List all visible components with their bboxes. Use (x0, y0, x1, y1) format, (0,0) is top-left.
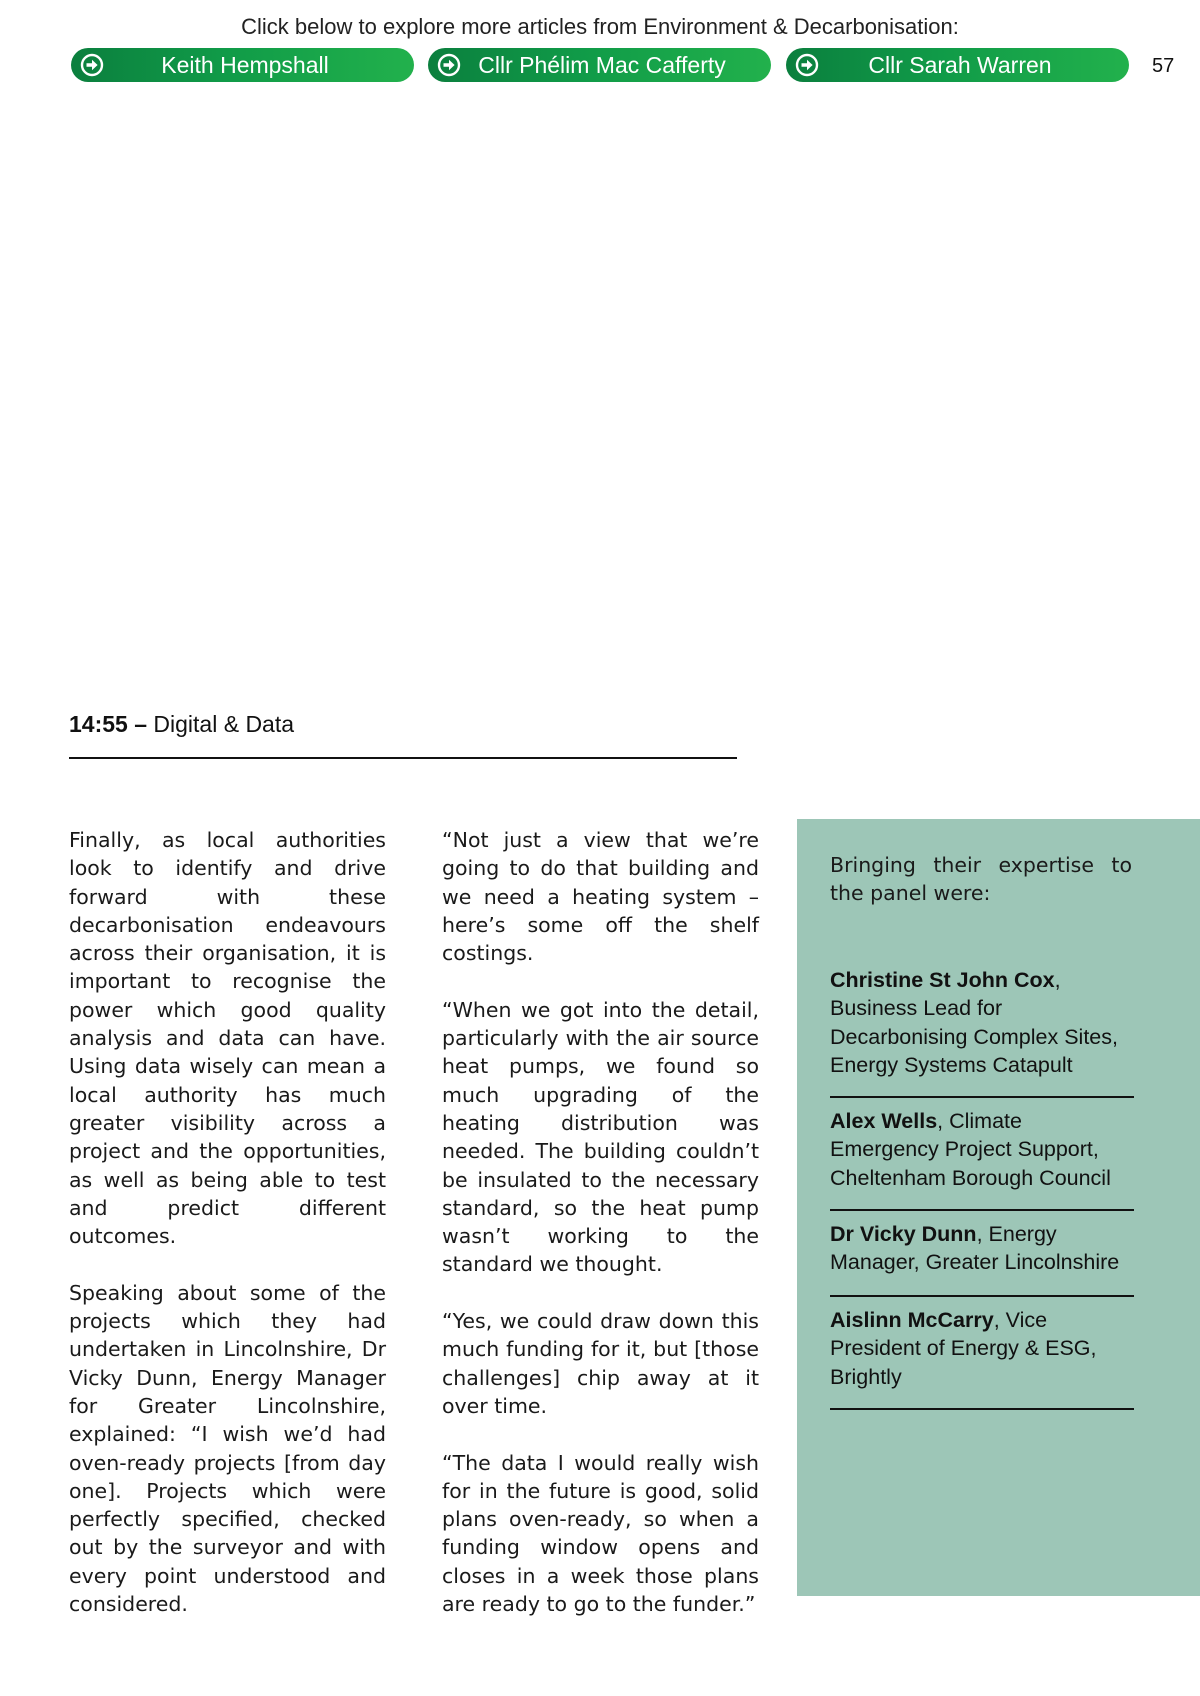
article-paragraph: “When we got into the detail, particularly with the air source heat pumps, we found so much upgrading of the heating distribution was needed. The building couldn’t be insulated to the necessary standard, so the heat pump wasn’t working to the standard we thought. (442, 997, 759, 1277)
divider (830, 1295, 1134, 1297)
nav-link-sarah-warren[interactable] (786, 48, 1129, 82)
panelist-name: Alex Wells (830, 1109, 938, 1133)
session-title: Digital & Data (153, 711, 295, 737)
page-number: 57 (1152, 55, 1175, 77)
nav-prompt: Click below to explore more articles from Environment & Decarbonisation: (241, 14, 959, 39)
article-paragraph: Finally, as local authorities look to identify and drive forward with these decarbonisation endeavours across their organisation, it is important to recognise the power which good quality analysis and data can have. Using data wisely can mean a local authority has much greater visibility across a project and the opportunities, as well as being able to test and predict different outcomes. (69, 828, 386, 1249)
divider (830, 1096, 1134, 1098)
panelist-role: , Vice President of Energy & ESG, Brightly (830, 1308, 1097, 1389)
panelist-role: , Business Lead for Decarbonising Complex Sites, Energy Systems Catapult (830, 968, 1118, 1077)
nav-link-label: Cllr Phélim Mac Cafferty (478, 51, 726, 78)
article-paragraph: “Not just a view that we’re going to do that building and we need a heating system – here’s some off the shelf costings. (442, 828, 759, 966)
arrow-right-circle-icon (437, 53, 461, 77)
session-time: 14:55 (69, 711, 128, 737)
session-heading (69, 711, 294, 738)
panelist-name: Christine St John Cox (830, 968, 1055, 992)
nav-link-label: Cllr Sarah Warren (868, 51, 1052, 78)
divider (69, 757, 737, 759)
panelist-name: Aislinn McCarry (830, 1308, 994, 1332)
nav-link-label: Keith Hempshall (161, 51, 329, 78)
article-column-2 (442, 826, 759, 1647)
panelist (830, 1220, 1134, 1277)
session-separator: – (134, 711, 148, 737)
nav-link-phelim-mac-cafferty[interactable] (428, 48, 771, 82)
panel-intro: Bringing their expertise to the panel were: (830, 853, 1132, 906)
panelist (830, 966, 1134, 1079)
panelist-role: , Energy Manager, Greater Lincolnshire (830, 1222, 1120, 1275)
article-paragraph: “Yes, we could draw down this much funding for it, but [those challenges] chip away at it over time. (442, 1309, 759, 1418)
panelist (830, 1107, 1134, 1192)
divider (830, 1408, 1134, 1410)
panelist (830, 1306, 1134, 1391)
divider (830, 1209, 1134, 1211)
article-paragraph: Speaking about some of the projects which they had undertaken in Lincolnshire, Dr Vicky Dunn, Energy Manager for Greater Lincolnshire, explained: “I wish we’d had oven-ready projects [from day one]. Projects which were perfectly specified, checked out by the surveyor and with every point understood and considered. (69, 1280, 386, 1617)
panel-box (797, 819, 1200, 1596)
nav-link-keith-hempshall[interactable] (71, 48, 414, 82)
panelist-role: , Climate Emergency Project Support, Cheltenham Borough Council (830, 1109, 1111, 1190)
arrow-right-circle-icon (80, 53, 104, 77)
arrow-right-circle-icon (795, 53, 819, 77)
article-paragraph: “The data I would really wish for in the future is good, solid plans oven-ready, so when a funding window opens and closes in a week those plans are ready to go to the funder.” (442, 1450, 759, 1617)
panelist-name: Dr Vicky Dunn (830, 1222, 977, 1246)
article-column-1 (69, 826, 386, 1647)
